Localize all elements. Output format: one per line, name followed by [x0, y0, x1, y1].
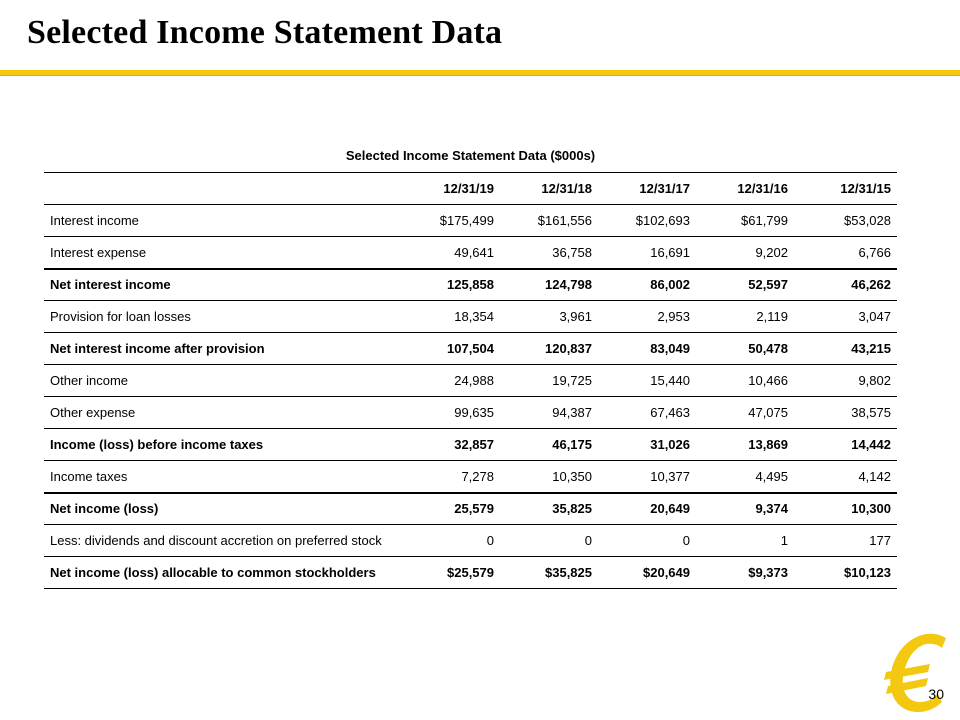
row-value: 46,175 — [500, 429, 598, 461]
row-label: Interest expense — [44, 237, 401, 269]
row-value: 20,649 — [598, 493, 696, 525]
row-label: Income taxes — [44, 461, 401, 493]
row-value: 25,579 — [401, 493, 500, 525]
row-value: 13,869 — [696, 429, 794, 461]
table-row — [44, 269, 897, 301]
row-value: $20,649 — [598, 557, 696, 589]
row-value: 86,002 — [598, 269, 696, 301]
row-value: 47,075 — [696, 397, 794, 429]
table-row — [44, 525, 897, 557]
header-label-cell — [44, 173, 401, 205]
row-label: Interest income — [44, 205, 401, 237]
income-statement-table — [44, 172, 897, 589]
row-value: 15,440 — [598, 365, 696, 397]
row-value: 0 — [500, 525, 598, 557]
row-value: $175,499 — [401, 205, 500, 237]
row-value: 120,837 — [500, 333, 598, 365]
row-value: 67,463 — [598, 397, 696, 429]
table-row — [44, 397, 897, 429]
row-value: 94,387 — [500, 397, 598, 429]
title-divider — [0, 75, 960, 76]
row-label: Net interest income after provision — [44, 333, 401, 365]
row-value: 31,026 — [598, 429, 696, 461]
column-header: 12/31/17 — [598, 173, 696, 205]
row-label: Less: dividends and discount accretion on preferred stock — [44, 525, 401, 557]
row-value: 16,691 — [598, 237, 696, 269]
row-value: 125,858 — [401, 269, 500, 301]
page-number: 30 — [928, 686, 944, 702]
row-label: Net income (loss) — [44, 493, 401, 525]
row-label: Net interest income — [44, 269, 401, 301]
row-value: 9,802 — [794, 365, 897, 397]
row-value: 52,597 — [696, 269, 794, 301]
table-body — [44, 205, 897, 589]
column-header: 12/31/15 — [794, 173, 897, 205]
row-value: 38,575 — [794, 397, 897, 429]
row-value: 1 — [696, 525, 794, 557]
row-value: $53,028 — [794, 205, 897, 237]
row-value: 49,641 — [401, 237, 500, 269]
row-value: 10,466 — [696, 365, 794, 397]
row-value: 4,142 — [794, 461, 897, 493]
row-value: 0 — [598, 525, 696, 557]
row-value: $102,693 — [598, 205, 696, 237]
row-value: 36,758 — [500, 237, 598, 269]
table-row — [44, 205, 897, 237]
row-value: 7,278 — [401, 461, 500, 493]
row-value: $25,579 — [401, 557, 500, 589]
bank-logo-icon — [880, 628, 950, 716]
row-value: 3,961 — [500, 301, 598, 333]
row-value: 24,988 — [401, 365, 500, 397]
column-header: 12/31/18 — [500, 173, 598, 205]
row-value: 35,825 — [500, 493, 598, 525]
row-value: $35,825 — [500, 557, 598, 589]
row-label: Income (loss) before income taxes — [44, 429, 401, 461]
row-value: 177 — [794, 525, 897, 557]
row-value: 0 — [401, 525, 500, 557]
row-value: 43,215 — [794, 333, 897, 365]
row-value: 10,350 — [500, 461, 598, 493]
row-value: 10,300 — [794, 493, 897, 525]
row-value: 2,953 — [598, 301, 696, 333]
column-header: 12/31/19 — [401, 173, 500, 205]
row-value: $10,123 — [794, 557, 897, 589]
row-value: $161,556 — [500, 205, 598, 237]
row-label: Provision for loan losses — [44, 301, 401, 333]
row-value: $61,799 — [696, 205, 794, 237]
row-value: 124,798 — [500, 269, 598, 301]
row-value: 46,262 — [794, 269, 897, 301]
row-label: Other expense — [44, 397, 401, 429]
row-value: 2,119 — [696, 301, 794, 333]
slide-title: Selected Income Statement Data — [27, 14, 503, 51]
row-label: Other income — [44, 365, 401, 397]
table-row — [44, 365, 897, 397]
row-value: $9,373 — [696, 557, 794, 589]
row-value: 6,766 — [794, 237, 897, 269]
row-value: 9,202 — [696, 237, 794, 269]
table-row — [44, 237, 897, 269]
row-value: 3,047 — [794, 301, 897, 333]
table-row — [44, 461, 897, 493]
row-value: 14,442 — [794, 429, 897, 461]
row-value: 50,478 — [696, 333, 794, 365]
table-header-row — [44, 173, 897, 205]
row-value: 9,374 — [696, 493, 794, 525]
row-value: 83,049 — [598, 333, 696, 365]
column-header: 12/31/16 — [696, 173, 794, 205]
row-value: 10,377 — [598, 461, 696, 493]
table-row — [44, 333, 897, 365]
row-value: 99,635 — [401, 397, 500, 429]
row-value: 32,857 — [401, 429, 500, 461]
row-value: 18,354 — [401, 301, 500, 333]
table-row — [44, 493, 897, 525]
row-value: 4,495 — [696, 461, 794, 493]
row-value: 107,504 — [401, 333, 500, 365]
table-row — [44, 557, 897, 589]
table-row — [44, 301, 897, 333]
table-caption: Selected Income Statement Data ($000s) — [345, 148, 596, 163]
table-row — [44, 429, 897, 461]
row-value: 19,725 — [500, 365, 598, 397]
row-label: Net income (loss) allocable to common stockholders — [44, 557, 401, 589]
